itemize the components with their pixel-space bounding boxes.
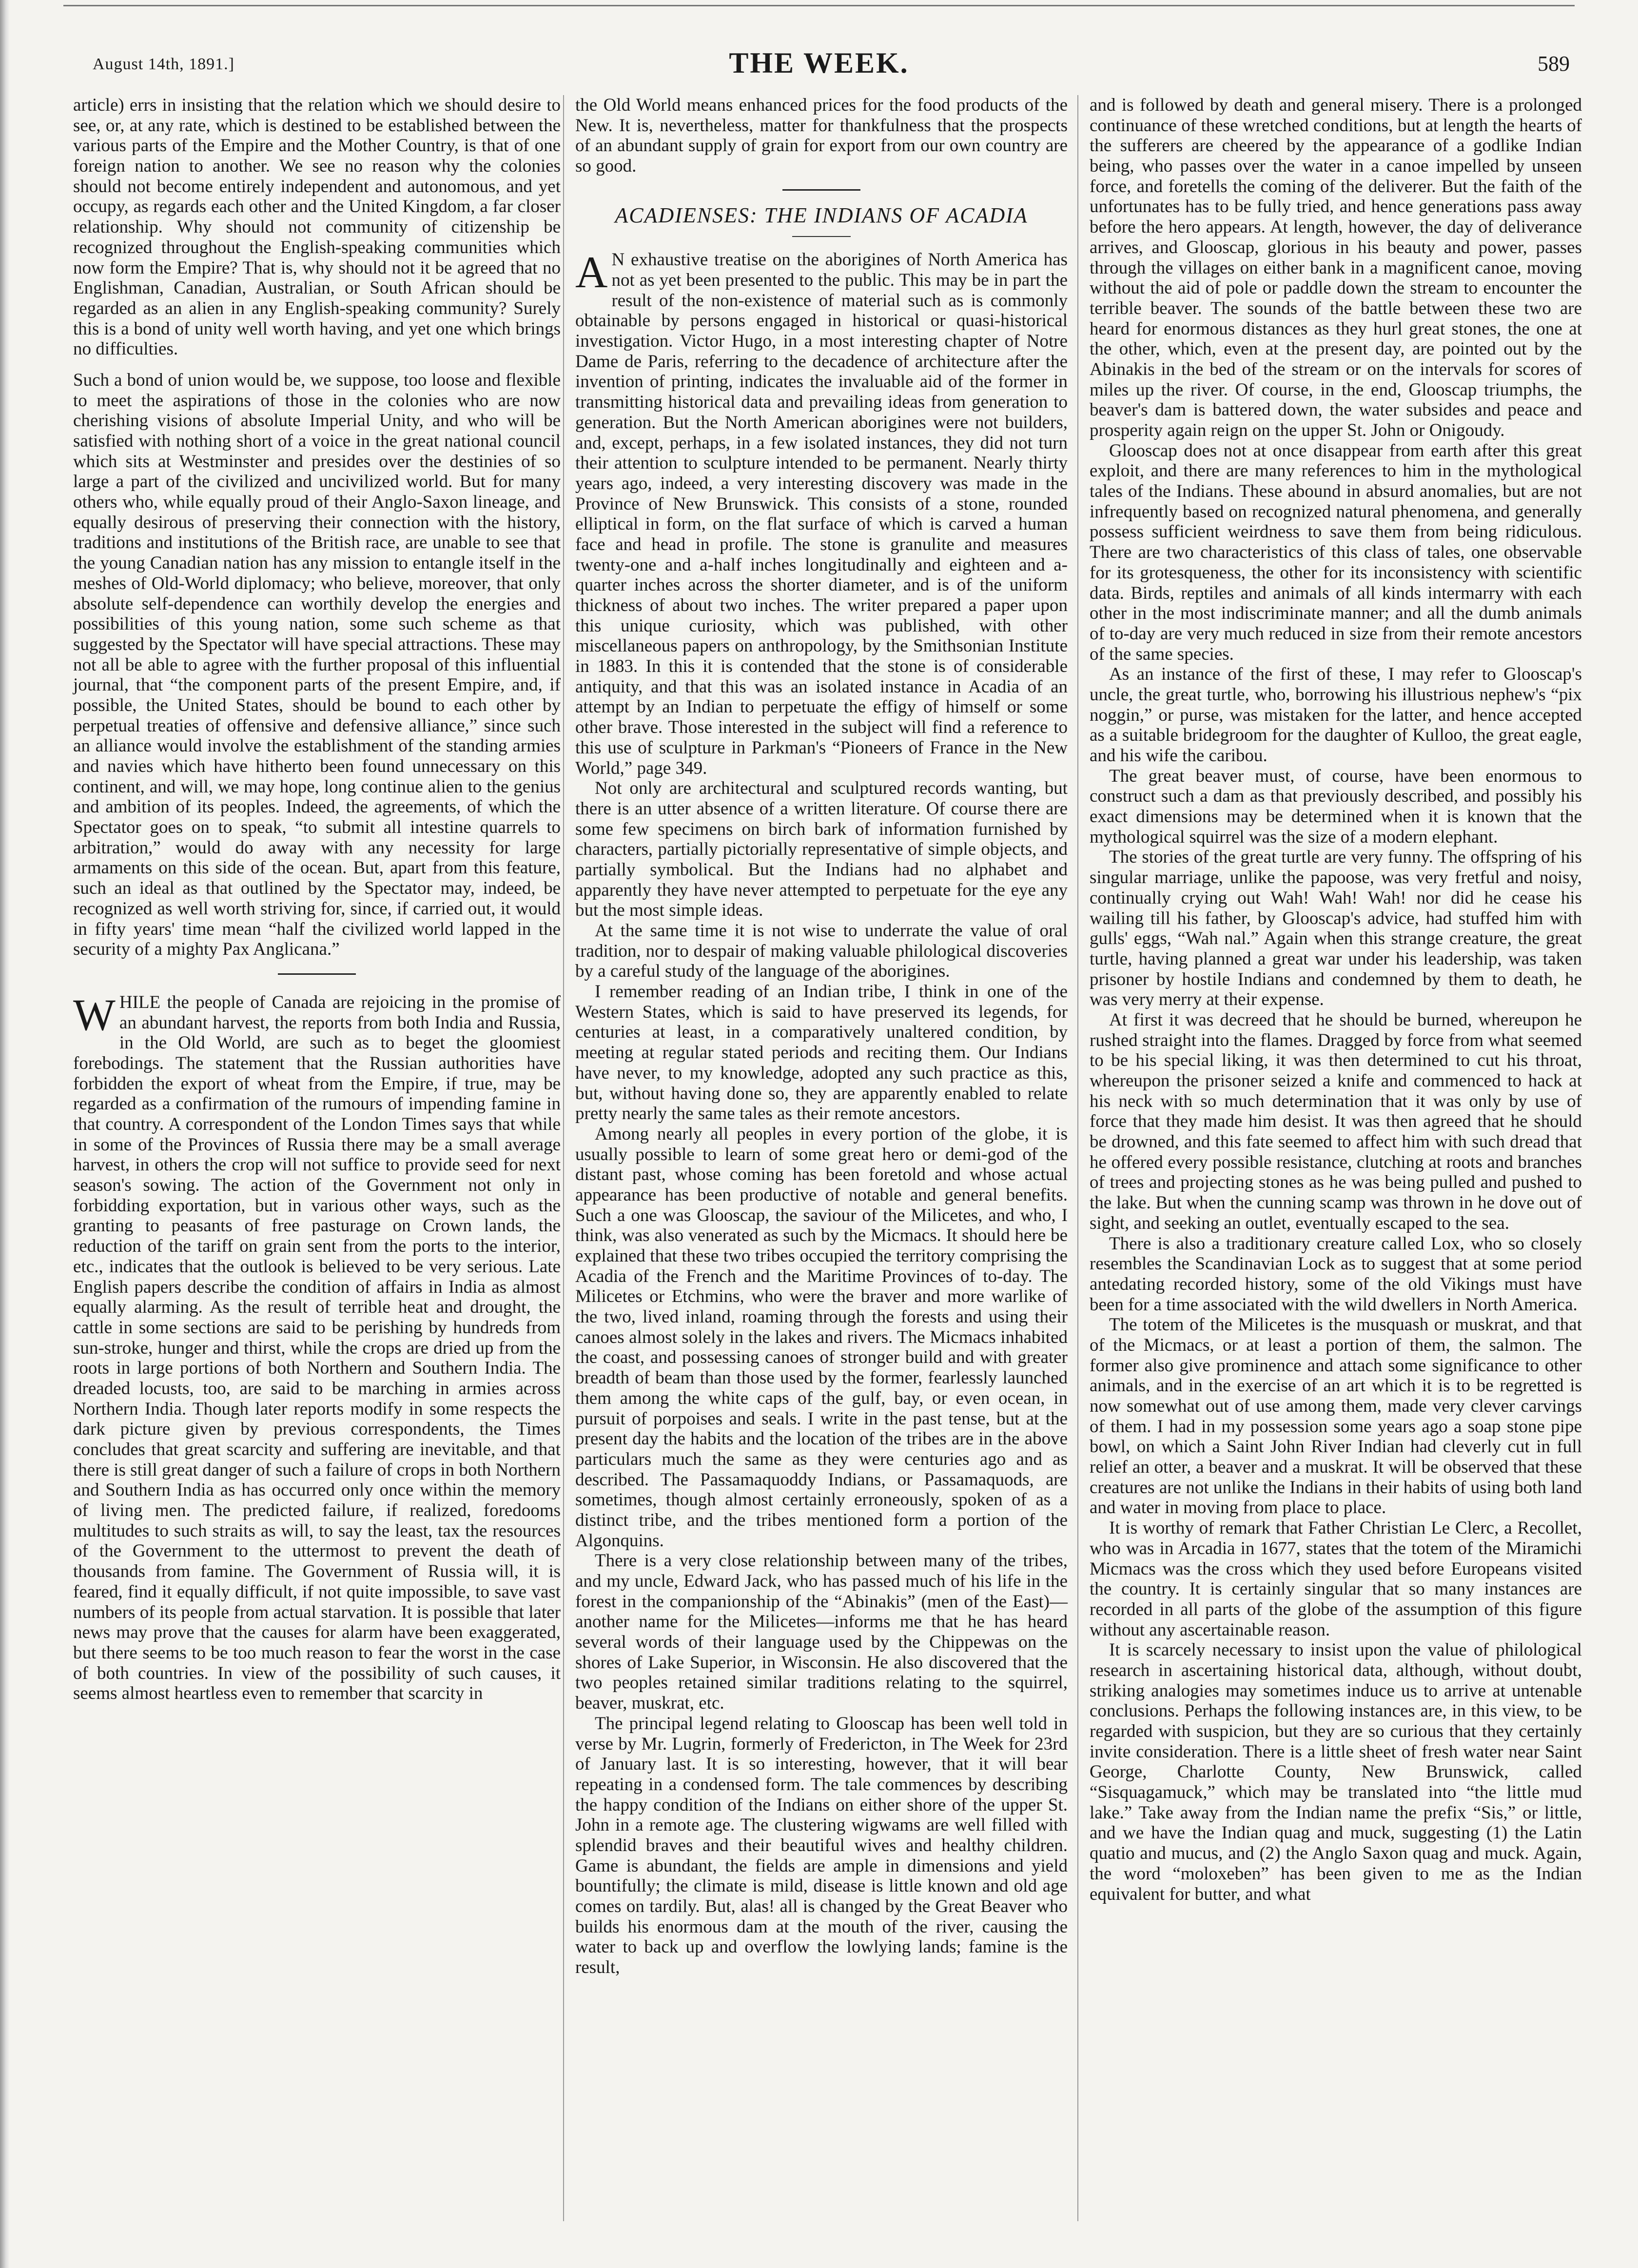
top-rule: [63, 5, 1575, 6]
column-2: [575, 95, 1068, 1978]
paragraph: The principal legend relating to Glooscap has been well told in verse by Mr. Lugrin, formerly of Fredericton, in The Week for 23rd of January last. It is so interesting, however, that it will bear repeating in a condensed form. The tale commences by describing the happy condition of the Indians on either shore of the upper St. John in a remote age. The clustering wigwams are well filled with splendid braves and their beautiful wives and healthy children. Game is abundant, the fields are ample in dimensions and yield bountifully; the climate is mild, disease is little known and old age comes on tardily. But, alas! all is changed by the Great Beaver who builds his enormous dam at the mouth of the river, causing the water to back up and overflow the lowlying lands; famine is the result,: [575, 1713, 1068, 1978]
paragraph: It is worthy of remark that Father Christian Le Clerc, a Recollet, who was in Arcadia in 1677, states that the totem of the Miramichi Micmacs was the cross which they used before Europeans visited the country. It is certainly singular that so many instances are recorded in all parts of the globe of the assumption of this figure without any ascertainable reason.: [1090, 1518, 1582, 1640]
paragraph: I remember reading of an Indian tribe, I think in one of the Western States, which is said to have preserved its legends, for centuries at least, in a comparatively unaltered condition, by meeting at regular stated periods and reciting them. Our Indians have never, to my knowledge, adopted any such practice as this, but, without having done so, they are apparently enabled to relate pretty nearly the same tales as their remote ancestors.: [575, 982, 1068, 1124]
paragraph: Among nearly all peoples in every portion of the globe, it is usually possible to learn of some great hero or demi-god of the distant past, whose coming has been foretold and whose actual appearance has been productive of notable and general benefits. Such a one was Glooscap, the saviour of the Milicetes, and who, I think, was also venerated as such by the Micmacs. It should here be explained that these two tribes occupied the territory comprising the Acadia of the French and the Maritime Provinces of to-day. The Milicetes or Etchmins, who were the braver and more warlike of the two, lived inland, roaming through the forests and using their canoes almost solely in the lakes and rivers. The Micmacs inhabited the coast, and possessing canoes of stronger build and with greater breadth of beam than those used by the former, fearlessly launched them among the white caps of the gulf, bay, or even ocean, in pursuit of porpoises and seals. I write in the past tense, but at the present day the habits and the location of the tribes are in the above particulars much the same as they were centuries ago and as described. The Passamaquoddy Indians, or Passamaquods, are sometimes, though almost certainly erroneously, spoken of as a distinct tribe, and the tribes mentioned form a portion of the Algonquins.: [575, 1124, 1068, 1551]
paragraph: article) errs in insisting that the relation which we should desire to see, or, at any rate, which is destined to be established between the various parts of the Empire and the Mother Country, is that of one foreign nation to another. We see no reason why the colonies should not become entirely independent and autonomous, and yet occupy, as regards each other and the United Kingdom, a far closer relationship. Why should not community of citizenship be recognized throughout the English-speaking communities which now form the Empire? That is, why should not it be agreed that no Englishman, Canadian, Australian, or South African should be regarded as an alien in any English-speaking community? Surely this is a bond of unity well worth having, and yet one which brings no difficulties.: [73, 95, 561, 359]
drop-cap: A: [575, 247, 608, 297]
section-divider: [278, 973, 356, 975]
paragraph: At first it was decreed that he should be burned, whereupon he rushed straight into the flames. Dragged by force from what seemed to be his special liking, it was then determined to cut his throat, whereupon the prisoner seized a knife and commenced to hack at his neck with so much determination that it was only by use of force that they made him desist. It was then agreed that he should be drowned, and this fate seemed to affect him with such dread that he offered every possible resistance, clutching at roots and branches of trees and projecting stones as he was being pulled and pushed to the lake. But when the cunning scamp was thrown in he dove out of sight, and seeking an outlet, eventually escaped to the sea.: [1090, 1009, 1582, 1233]
paragraph: The great beaver must, of course, have been enormous to construct such a dam as that previously described, and possibly his exact dimensions may be determined when it is known that the mythological squirrel was the size of a modern elephant.: [1090, 766, 1582, 847]
paragraph-text: N exhaustive treatise on the aborigines of North America has not as yet been presented to the public. This may be in part the result of the non-existence of material such as is commonly obtainable by persons engaged in historical or quasi-historical investigation. Victor Hugo, in a most interesting chapter of Notre Dame de Paris, referring to the decadence of architecture after the invention of printing, indicates the invaluable aid of the former in transmitting historical data and prevailing ideas from generation to generation. But the North American aborigines were not builders, and, except, perhaps, in a few isolated instances, they did not turn their attention to sculpture intended to be permanent. Nearly thirty years ago, indeed, a very interesting discovery was made in the Province of New Brunswick. This consists of a stone, rounded elliptical in form, on the flat surface of which is carved a human face and head in profile. The stone is granulite and measures twenty-one and a-half inches longitudinally and eighteen and a-quarter inches across the shorter diameter, and is of the uniform thickness of about two inches. The writer prepared a paper upon this unique curiosity, which was published, with other miscellaneous papers on anthropology, by the Smithsonian Institute in 1883. In this it is contended that the stone is of considerable antiquity, and that this was an isolated instance in Acadia of an attempt by an Indian to perpetuate the effigy of himself or some other brave. Those interested in the subject will find a reference to this use of sculpture in Parkman's “Pioneers of France in the New World,” page 349.: [575, 250, 1068, 778]
scan-edge-shadow: [0, 0, 10, 2268]
paragraph: Not only are architectural and sculptured records wanting, but there is an utter absence of a written literature. Of course there are some few specimens on birch bark of information furnished by characters, partially pictorially representative of simple objects, and partially symbolical. But the Indians had no alphabet and apparently they have never attempted to perpetuate for the eye any but the most simple ideas.: [575, 778, 1068, 921]
section-divider: [782, 189, 860, 191]
paragraph: It is scarcely necessary to insist upon the value of philological research in ascertaining historical data, although, without doubt, striking analogies may sometimes induce us to arrive at untenable conclusions. Perhaps the following instances are, in this view, to be regarded with suspicion, but they are so curious that they certainly invite consideration. There is a little sheet of fresh water near Saint George, Charlotte County, New Brunswick, called “Sisquagamuck,” which may be translated into “the little mud lake.” Take away from the Indian name the prefix “Sis,” or little, and we have the Indian quag and muck, suggesting (1) the Latin quatio and mucus, and (2) the Anglo Saxon quag and muck. Again, the word “moloxeben” has been given to me as the Indian equivalent for butter, and what: [1090, 1640, 1582, 1904]
masthead-title: THE WEEK.: [729, 47, 909, 79]
page-number: 589: [1538, 52, 1570, 76]
article-title: ACADIENSES: THE INDIANS OF ACADIA: [615, 203, 1028, 227]
paragraph: As an instance of the first of these, I may refer to Glooscap's uncle, the great turtle, who, borrowing his illustrious nephew's “pix noggin,” or purse, was mistaken for the latter, and hence accepted as a suitable bridegroom for the daughter of Kulloo, the great eagle, and his wife the caribou.: [1090, 664, 1582, 766]
paragraph: Glooscap does not at once disappear from earth after this great exploit, and there are many references to him in the mythological tales of the Indians. These abound in absurd anomalies, but are not infrequently based on recognized natural phenomena, and generally possess sufficient weirdness to save them from being ridiculous. There are two characteristics of this class of tales, one observable for its grotesqueness, the other for its inconsistency with scientific data. Birds, reptiles and animals of all kinds intermarry with each other in the most indiscriminate manner; and all the dumb animals of to-day are very much reduced in size from their remote ancestors of the same species.: [1090, 440, 1582, 664]
column-divider: [1077, 95, 1078, 2221]
page-header: [63, 46, 1575, 90]
paragraph: There is also a traditionary creature called Lox, who so closely resembles the Scandinavian Lock as to suggest that at some period antedating recorded history, some of the old Vikings must have been for a time associated with the wild dwellers in North America.: [1090, 1233, 1582, 1315]
paragraph: The totem of the Milicetes is the musquash or muskrat, and that of the Micmacs, or at least a portion of them, the salmon. The former also give prominence and attach some significance to other animals, and in the exercise of an art which it is to be regretted is now somewhat out of use among them, made very clever carvings of them. I had in my possession some years ago a soap stone pipe bowl, on which a Saint John River Indian had cleverly cut in full relief an otter, a beaver and a muskrat. It will be observed that these creatures are not unlike the Indians in their habits of using both land and water in moving from place to place.: [1090, 1315, 1582, 1518]
column-3: [1090, 95, 1582, 1904]
drop-cap: W: [73, 989, 116, 1040]
paragraph: [73, 989, 561, 1704]
issue-date: August 14th, 1891.]: [93, 55, 234, 73]
paragraph-text: HILE the people of Canada are rejoicing in the promise of an abundant harvest, the reports from both India and Russia, in the Old World, are such as to beget the gloomiest forebodings. The statement that the Russian authorities have forbidden the export of wheat from the Empire, if true, may be regarded as a confirmation of the rumours of impending famine in that country. A correspondent of the London Times says that while in some of the Provinces of Russia there may be a small average harvest, in others the crop will not suffice to provide seed for next season's sowing. The action of the Government not only in forbidding exportation, but in various other ways, such as the granting to peasants of free pasturage on Crown lands, the reduction of the tariff on grain sent from the ports to the interior, etc., indicates that the outlook is believed to be very serious. Late English papers describe the condition of affairs in India as almost equally alarming. As the result of terrible heat and drought, the cattle in some sections are said to be perishing by hundreds from sun-stroke, hunger and thirst, while the crops are dried up from the roots in large portions of both Northern and Southern India. The dreaded locusts, too, are said to be marching in armies across Northern India. Though later reports modify in some respects the dark picture given by previous correspondents, the Times concludes that great scarcity and suffering are inevitable, and that there is still great danger of such a failure of crops in both Northern and Southern India as has occurred only once within the memory of living men. The predicted failure, if realized, foredooms multitudes to such straits as will, to say the least, tax the resources of the Government to the uttermost to prevent the death of thousands from famine. The Government of Russia will, it is feared, find it equally difficult, if not quite impossible, to save vast numbers of its people from actual starvation. It is possible that later news may prove that the causes for alarm have been exaggerated, but there seems to be too much reason to fear the worst in the case of both countries. In view of the possibility of such causes, it seems almost heartless even to remember that scarcity in: [73, 992, 561, 1704]
paragraph: and is followed by death and general misery. There is a prolonged continuance of these wretched conditions, but at length the hearts of the sufferers are cheered by the appearance of a godlike Indian being, who passes over the water in a canoe impelled by unseen force, and foretells the coming of the deliverer. But the faith of the unfortunates has to be fully tried, and hence generations pass away before the hero appears. At length, however, the day of deliverance arrives, and Glooscap, glorious in his beauty and power, passes through the villages on either bank in a magnificent canoe, moving without the aid of pole or paddle down the stream to encounter the terrible beaver. The sounds of the battle between these two are heard for enormous distances as they hurl great stones, the one at the other, which, even at the present day, are pointed out by the Abinakis in the bed of the stream or on the intervals for scores of miles up the river. Of course, in the end, Glooscap triumphs, the beaver's dam is battered down, the water subsides and peace and prosperity again reign on the upper St. John or Onigoudy.: [1090, 95, 1582, 440]
column-divider: [563, 95, 564, 2221]
column-1: [73, 95, 561, 1704]
paragraph: Such a bond of union would be, we suppose, too loose and flexible to meet the aspirations of those in the colonies who are now cherishing visions of absolute Imperial Unity, and who will be satisfied with nothing short of a voice in the great national council which sits at Westminster and presides over the destinies of so large a part of the civilized and uncivilized world. But for many others who, while equally proud of their Anglo-Saxon lineage, and equally desirous of preserving their connection with the history, traditions and institutions of the British race, are unable to see that the young Canadian nation has any mission to entangle itself in the meshes of Old-World diplomacy; who believe, moreover, that only absolute self-dependence can worthily develop the energies and possibilities of this young nation, some such scheme as that suggested by the Spectator will have special attractions. These may not all be able to agree with the further proposal of this influential journal, that “the component parts of the present Empire, and, if possible, the United States, should be bound to each other by perpetual treaties of offensive and defensive alliance,” since such an alliance would involve the establishment of the standing armies and navies which have hitherto been found unnecessary on this continent, and will, we may hope, long continue alien to the genius and ambition of its peoples. Indeed, the agreements, of which the Spectator goes on to speak, “to submit all intestine quarrels to arbitration,” would do away with any necessity for large armaments on this side of the ocean. But, apart from this feature, such an ideal as that outlined by the Spectator may, indeed, be recognized as well worth striving for, since, if carried out, it would in fifty years' time mean “half the civilized world lapped in the security of a mighty Pax Anglicana.”: [73, 370, 561, 960]
paragraph: At the same time it is not wise to underrate the value of oral tradition, nor to despair of making valuable philological discoveries by a careful study of the language of the aborigines.: [575, 921, 1068, 982]
paragraph: The stories of the great turtle are very funny. The offspring of his singular marriage, unlike the papoose, was very fretful and noisy, continually crying out Wah! Wah! Wah! nor did he cease his wailing till his father, by Glooscap's advice, had stuffed him with gulls' eggs, “Wah nal.” Again when this strange creature, the great turtle, having planned a great war under his leadership, was taken prisoner by hostile Indians and condemned by them to death, he was very merry at their expense.: [1090, 847, 1582, 1010]
paragraph: the Old World means enhanced prices for the food products of the New. It is, nevertheless, matter for thankfulness that the prospects of an abundant supply of grain for export from our own country are so good.: [575, 95, 1068, 177]
paragraph: [575, 247, 1068, 778]
paragraph: There is a very close relationship between many of the tribes, and my uncle, Edward Jack, who has passed much of his life in the forest in the companionship of the “Abinakis” (men of the East)—another name for the Milicetes—informs me that he has heard several words of their language used by the Chippewas on the shores of Lake Superior, in Wisconsin. He also discovered that the two peoples retained similar traditions relating to the squirrel, beaver, muskrat, etc.: [575, 1551, 1068, 1714]
